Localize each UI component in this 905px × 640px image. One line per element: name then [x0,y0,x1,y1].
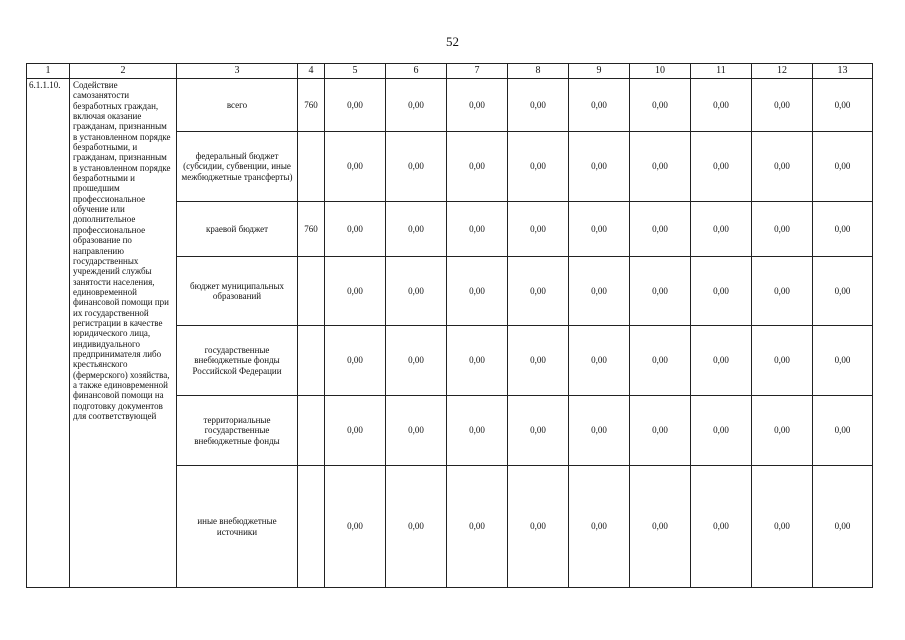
funding-source: всего [177,79,298,132]
value-cell: 0,00 [325,466,386,588]
value-cell: 0,00 [752,132,813,202]
value-cell: 0,00 [630,396,691,466]
value-cell: 0,00 [569,79,630,132]
header-cell: 7 [447,64,508,79]
value-cell: 0,00 [447,466,508,588]
value-cell: 0,00 [691,326,752,396]
row-code: 6.1.1.10. [27,79,70,588]
value-cell: 0,00 [386,79,447,132]
header-cell: 9 [569,64,630,79]
header-row [27,64,873,79]
header-cell: 8 [508,64,569,79]
value-cell: 0,00 [813,132,873,202]
value-cell: 0,00 [569,396,630,466]
value-cell: 0,00 [813,466,873,588]
funding-source: краевой бюджет [177,202,298,257]
value-cell: 0,00 [630,466,691,588]
value-cell: 0,00 [508,326,569,396]
funding-source: государственные внебюджетные фонды Российской Федерации [177,326,298,396]
header-cell: 1 [27,64,70,79]
value-cell: 0,00 [386,257,447,326]
value-cell: 0,00 [752,466,813,588]
value-cell: 0,00 [691,396,752,466]
value-cell: 0,00 [569,257,630,326]
value-cell: 0,00 [508,466,569,588]
value-cell: 0,00 [508,132,569,202]
page-number: 52 [446,34,459,49]
value-cell: 0,00 [508,396,569,466]
value-cell: 0,00 [813,79,873,132]
header-cell: 5 [325,64,386,79]
header-cell: 6 [386,64,447,79]
col4-value [298,466,325,588]
value-cell: 0,00 [691,466,752,588]
value-cell: 0,00 [386,202,447,257]
col4-value: 760 [298,79,325,132]
table-row [27,79,873,132]
value-cell: 0,00 [325,396,386,466]
col4-value [298,396,325,466]
value-cell: 0,00 [569,132,630,202]
value-cell: 0,00 [447,79,508,132]
value-cell: 0,00 [325,257,386,326]
value-cell: 0,00 [386,396,447,466]
header-cell: 3 [177,64,298,79]
header-cell: 11 [691,64,752,79]
row-name: Содействие самозанятости безработных граждан, включая оказание гражданам, признанным в установленном порядке безработными, и гражданам, признанным в установленном порядке безработными и прошедшим профессиональное обучение или дополнительное профессиональное образование по направлению государственных учреждений службы занятости населения, единовременной финансовой помощи при их государственной регистрации в качестве юридического лица, индивидуального предпринимателя либо крестьянского (фермерского) хозяйства, а также единовременной финансовой помощи на подготовку документов для соответствующей [70,79,177,588]
value-cell: 0,00 [325,79,386,132]
value-cell: 0,00 [630,79,691,132]
value-cell: 0,00 [691,257,752,326]
value-cell: 0,00 [813,396,873,466]
value-cell: 0,00 [447,132,508,202]
value-cell: 0,00 [386,466,447,588]
funding-source: бюджет муниципальных образований [177,257,298,326]
value-cell: 0,00 [569,326,630,396]
header-cell: 10 [630,64,691,79]
value-cell: 0,00 [630,257,691,326]
value-cell: 0,00 [691,132,752,202]
value-cell: 0,00 [447,202,508,257]
value-cell: 0,00 [752,202,813,257]
value-cell: 0,00 [508,79,569,132]
funding-source: федеральный бюджет (субсидии, субвенции, иные межбюджетные трансферты) [177,132,298,202]
value-cell: 0,00 [630,132,691,202]
budget-table [26,63,873,588]
value-cell: 0,00 [508,202,569,257]
value-cell: 0,00 [752,79,813,132]
header-cell: 13 [813,64,873,79]
value-cell: 0,00 [325,132,386,202]
value-cell: 0,00 [569,466,630,588]
value-cell: 0,00 [386,326,447,396]
value-cell: 0,00 [508,257,569,326]
col4-value: 760 [298,202,325,257]
value-cell: 0,00 [325,326,386,396]
value-cell: 0,00 [691,79,752,132]
value-cell: 0,00 [447,326,508,396]
value-cell: 0,00 [691,202,752,257]
value-cell: 0,00 [447,396,508,466]
value-cell: 0,00 [325,202,386,257]
value-cell: 0,00 [630,202,691,257]
header-cell: 4 [298,64,325,79]
header-cell: 12 [752,64,813,79]
value-cell: 0,00 [569,202,630,257]
header-cell: 2 [70,64,177,79]
col4-value [298,132,325,202]
funding-source: территориальные государственные внебюджетные фонды [177,396,298,466]
value-cell: 0,00 [386,132,447,202]
value-cell: 0,00 [752,396,813,466]
value-cell: 0,00 [447,257,508,326]
value-cell: 0,00 [630,326,691,396]
value-cell: 0,00 [813,257,873,326]
value-cell: 0,00 [752,257,813,326]
value-cell: 0,00 [813,326,873,396]
value-cell: 0,00 [752,326,813,396]
col4-value [298,257,325,326]
value-cell: 0,00 [813,202,873,257]
col4-value [298,326,325,396]
funding-source: иные внебюджетные источники [177,466,298,588]
